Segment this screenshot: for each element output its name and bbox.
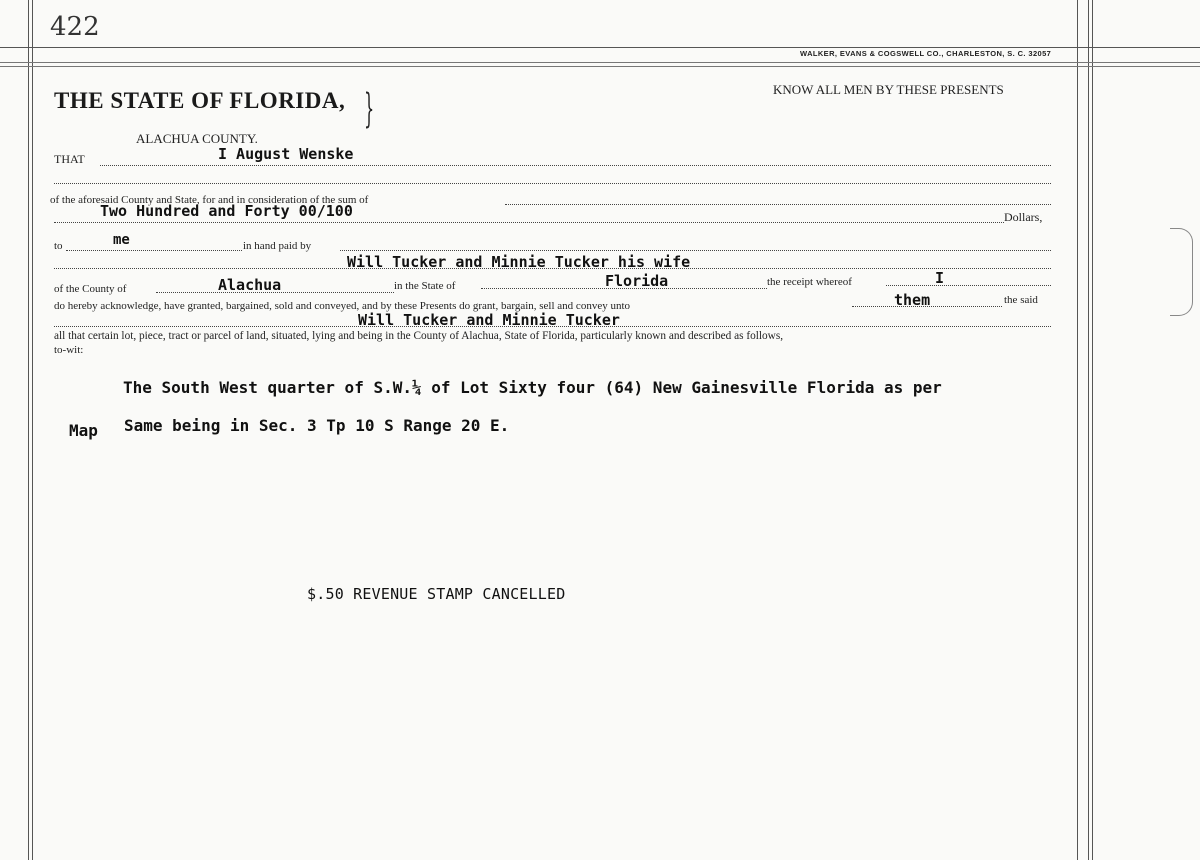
to-value: me xyxy=(113,232,130,248)
state-value: Florida xyxy=(605,272,669,290)
printer-imprint: WALKER, EVANS & COGSWELL CO., CHARLESTON, S. C. 32057 xyxy=(800,49,1052,58)
county-heading: ALACHUA COUNTY. xyxy=(136,131,258,146)
amount-dotted-line xyxy=(54,222,1004,223)
receipt-dotted-line xyxy=(886,285,1051,286)
county-of-label: of the County of xyxy=(54,283,127,295)
grantee-names-typed: Will Tucker and Minnie Tucker xyxy=(358,311,620,329)
receipt-value: I xyxy=(935,269,945,287)
top-rule-2 xyxy=(0,62,1200,63)
to-label: to xyxy=(54,240,63,252)
right-margin-line xyxy=(1077,0,1078,860)
receipt-label: the receipt whereof xyxy=(767,276,852,288)
convey-unto-value: them xyxy=(894,291,931,309)
grantee-typed: Will Tucker and Minnie Tucker his wife xyxy=(347,253,691,271)
state-of-label: in the State of xyxy=(394,280,456,292)
description-map-prefix: Map xyxy=(69,421,98,440)
top-rule xyxy=(0,47,1200,48)
the-said-label: the said xyxy=(1004,294,1038,306)
know-all-men: KNOW ALL MEN BY THESE PRESENTS xyxy=(773,82,1004,97)
right-margin-line-outer2 xyxy=(1092,0,1093,860)
right-margin-line-outer xyxy=(1088,0,1089,860)
that-label: THAT xyxy=(54,152,85,166)
brace-mark: } xyxy=(364,86,375,132)
left-margin-line xyxy=(28,0,29,860)
county-value: Alachua xyxy=(218,276,282,294)
that-dotted-line xyxy=(100,165,1051,166)
land-text: all that certain lot, piece, tract or parcel of land, situated, lying and being in the County of Alachua, State of Florida, particularly known and described as follows, xyxy=(54,330,784,342)
paid-by-dotted-line xyxy=(340,250,1051,251)
description-line-2: Same being in Sec. 3 Tp 10 S Range 20 E. xyxy=(124,416,510,435)
grantee-dotted-line xyxy=(54,268,1051,269)
paid-by-label: in hand paid by xyxy=(243,240,312,252)
grantor-name: I August Wenske xyxy=(218,145,354,163)
description-line-1: The South West quarter of S.W.¼ of Lot Sixty four (64) New Gainesville Florida as per xyxy=(123,378,942,397)
amount-typed: Two Hundred and Forty 00/100 xyxy=(100,202,353,220)
revenue-stamp-note: $.50 REVENUE STAMP CANCELLED xyxy=(307,585,566,603)
page-number: 422 xyxy=(50,12,100,42)
to-dotted-line xyxy=(66,250,242,251)
consideration-dotted-line xyxy=(505,204,1051,205)
acknowledge-text: do hereby acknowledge, have granted, bargained, sold and conveyed, and by these Presents do grant, bargain, sell and convey unto xyxy=(54,300,631,312)
state-title: THE STATE OF FLORIDA, xyxy=(54,88,346,113)
to-wit-label: to-wit: xyxy=(54,344,84,356)
top-rule-3 xyxy=(0,66,1200,67)
binder-ring xyxy=(1170,228,1193,316)
blank-line-1 xyxy=(54,183,1051,184)
left-margin-line-inner xyxy=(32,0,33,860)
consideration-text: of the aforesaid County and State, for and in consideration of the sum of xyxy=(50,194,369,206)
dollars-label: Dollars, xyxy=(1004,210,1043,224)
grantee-names-dotted-line xyxy=(54,326,1051,327)
